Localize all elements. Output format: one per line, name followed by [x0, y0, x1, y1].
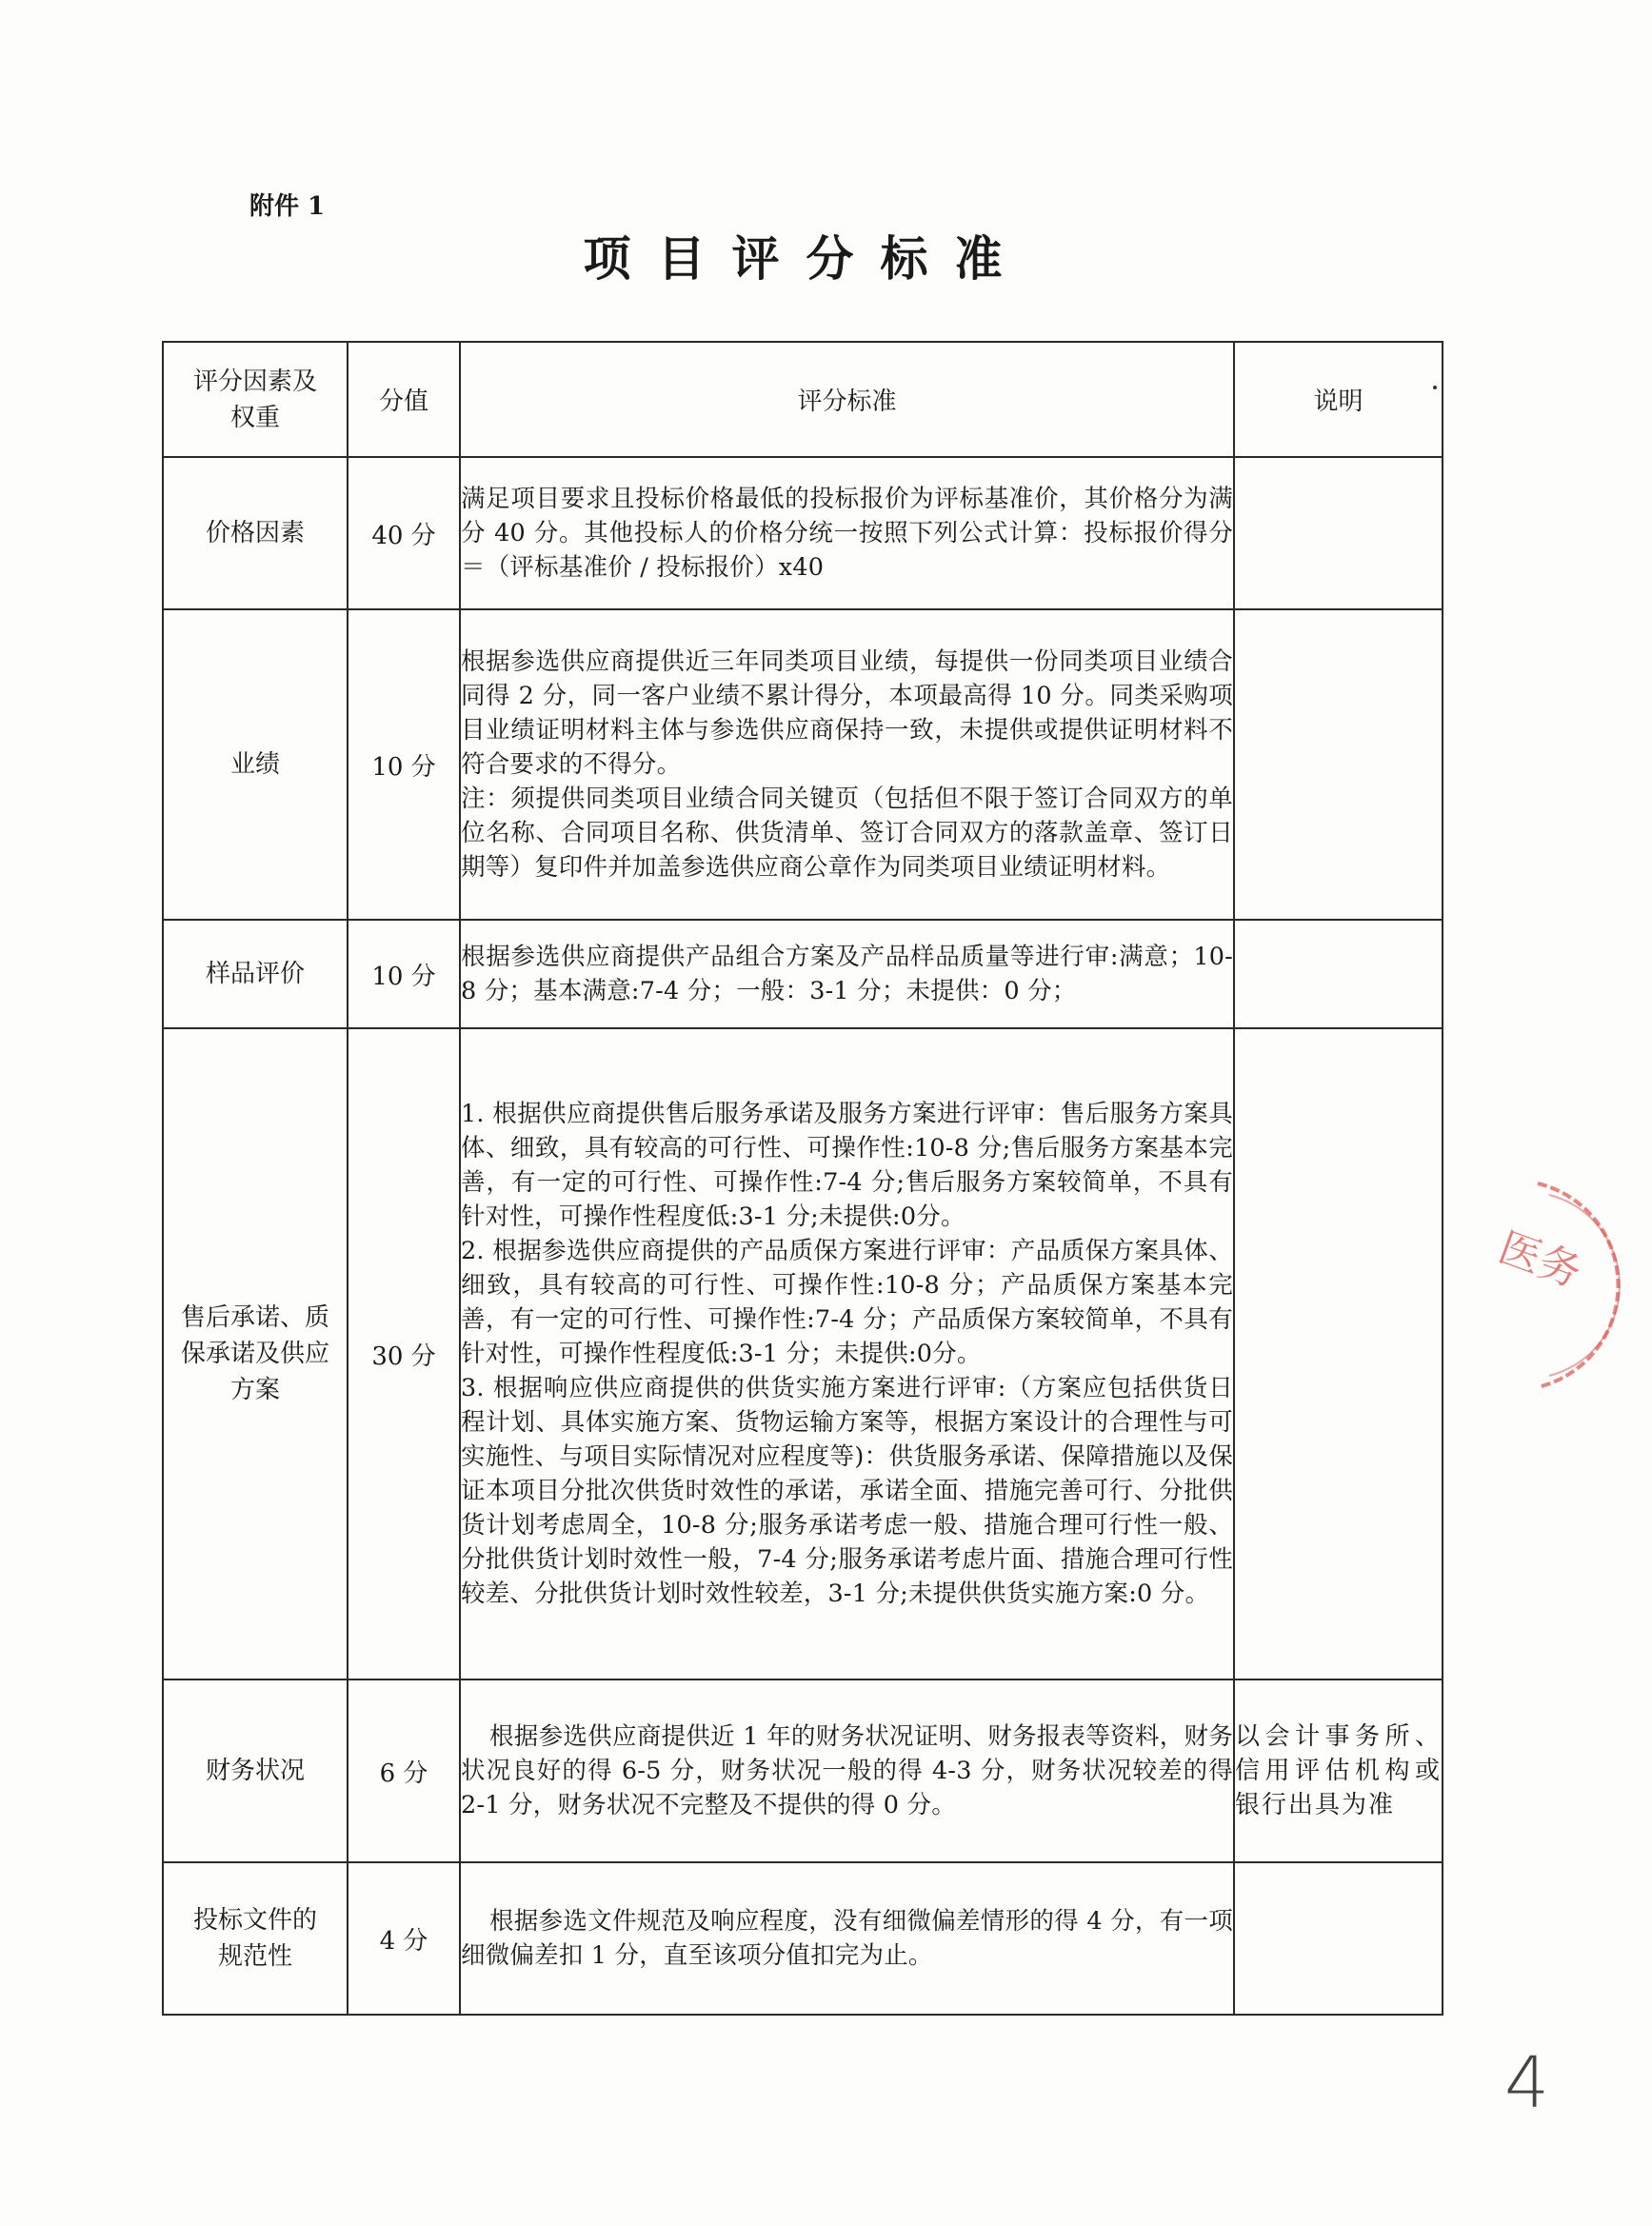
criteria-cell — [460, 1028, 1234, 1679]
handwritten-page-number: 4 — [1504, 2042, 1550, 2124]
criteria-paragraph: 根据参选供应商提供近 1 年的财务状况证明、财务报表等资料，财务状况良好的得 6-5 分，财务状况一般的得 4-3 分，财务状况较差的得 2-1 分，财务状况不完整及不提供的得 0 分。 — [461, 1722, 1233, 1819]
score-cell: 10 分 — [348, 920, 460, 1028]
red-seal-stamp — [1481, 1176, 1652, 1395]
factor-cell — [163, 457, 348, 609]
note-cell — [1234, 457, 1443, 609]
table-row — [163, 609, 1443, 920]
factor-line: 财务状况 — [205, 1757, 305, 1785]
factor-line: 业绩 — [229, 750, 280, 779]
criteria-cell — [460, 1862, 1234, 2015]
header-factor — [163, 342, 348, 457]
table-row — [163, 457, 1443, 609]
factor-line: 价格因素 — [205, 519, 305, 547]
note-cell — [1234, 1028, 1443, 1679]
factor-line: 保承诺及供应 — [180, 1340, 329, 1368]
criteria-cell — [460, 457, 1234, 609]
header-factor-line: 评分因素及 — [192, 367, 317, 396]
factor-cell — [163, 1862, 348, 2015]
page-title: 项目评分标准 — [583, 230, 1029, 287]
factor-line: 规范性 — [217, 1942, 292, 1971]
factor-cell — [163, 1028, 348, 1679]
factor-line: 投标文件的 — [192, 1906, 317, 1935]
factor-cell — [163, 1679, 348, 1862]
header-score: 分值 — [348, 342, 460, 457]
scoring-table — [162, 341, 1443, 2016]
factor-line: 售后承诺、质 — [180, 1303, 329, 1332]
criteria-cell — [460, 1679, 1234, 1862]
criteria-paragraph: 1. 根据供应商提供售后服务承诺及服务方案进行评审：售后服务方案具体、细致，具有较高的可行性、可操作性:10-8 分;售后服务方案基本完善，有一定的可行性、可操作性:7-4 分;售后服务方案较简单，不具有针对性，可操作性程度低:3-1 分;未提供:0分。 — [461, 1100, 1233, 1231]
table-header-row — [163, 342, 1443, 457]
score-cell: 4 分 — [348, 1862, 460, 2015]
table-row — [163, 920, 1443, 1028]
seal-char: 医务 — [1492, 1222, 1588, 1298]
criteria-cell — [460, 920, 1234, 1028]
criteria-paragraph: 注：须提供同类项目业绩合同关键页（包括但不限于签订合同双方的单位名称、合同项目名称、供货清单、签订合同双方的落款盖章、签订日期等）复印件并加盖参选供应商公章作为同类项目业绩证明材料。 — [461, 785, 1233, 882]
factor-line: 方案 — [229, 1376, 280, 1404]
table-row — [163, 1862, 1443, 2015]
factor-cell — [163, 920, 348, 1028]
criteria-paragraph: 根据参选供应商提供近三年同类项目业绩，每提供一份同类项目业绩合同得 2 分，同一客户业绩不累计得分，本项最高得 10 分。同类采购项目业绩证明材料主体与参选供应商保持一致，未提供或提供证明材料不符合要求的不得分。 — [461, 647, 1233, 779]
note-cell — [1234, 1862, 1443, 2015]
criteria-paragraph: 满足项目要求且投标价格最低的投标报价为评标基准价，其价格分为满分 40 分。其他投标人的价格分统一按照下列公式计算：投标报价得分＝（评标基准价 / 投标报价）x40 — [461, 485, 1233, 582]
attachment-label: 附件 1 — [249, 192, 326, 221]
note-cell — [1234, 920, 1443, 1028]
note-cell: 以会计事务所、信用评估机构或银行出具为准 — [1234, 1679, 1443, 1862]
criteria-paragraph: 根据参选文件规范及响应程度，没有细微偏差情形的得 4 分，有一项细微偏差扣 1 分，直至该项分值扣完为止。 — [461, 1907, 1233, 1970]
score-cell: 6 分 — [348, 1679, 460, 1862]
table-row — [163, 1028, 1443, 1679]
note-cell — [1234, 609, 1443, 920]
score-cell: 40 分 — [348, 457, 460, 609]
criteria-paragraph: 3. 根据响应供应商提供的供货实施方案进行评审:（方案应包括供货日程计划、具体实施方案、货物运输方案等，根据方案设计的合理性与可实施性、与项目实际情况对应程度等)：供货服务承诺、保障措施以及保证本项目分批次供货时效性的承诺，承诺全面、措施完善可行、分批供货计划考虑周全，10-8 分;服务承诺考虑一般、措施合理可行性一般、分批供货计划时效性一般，7-4 分;服务承诺考虑片面、措施合理可行性较差、分批供货计划时效性较差，3-1 分;未提供供货实施方案:0 分。 — [461, 1374, 1233, 1608]
header-criteria: 评分标准 — [460, 342, 1234, 457]
header-factor-line: 权重 — [229, 403, 280, 432]
criteria-paragraph: 2. 根据参选供应商提供的产品质保方案进行评审：产品质保方案具体、细致，具有较高的可行性、可操作性:10-8 分；产品质保方案基本完善，有一定的可行性、可操作性:7-4 分；产品质保方案较简单，不具有针对性，可操作性程度低:3-1 分；未提供:0分。 — [461, 1237, 1233, 1368]
header-note: 说明 — [1234, 342, 1443, 457]
factor-line: 样品评价 — [205, 960, 305, 988]
score-cell: 30 分 — [348, 1028, 460, 1679]
factor-cell — [163, 609, 348, 920]
table-row — [163, 1679, 1443, 1862]
criteria-paragraph: 根据参选供应商提供产品组合方案及产品样品质量等进行审:满意；10-8 分；基本满意:7-4 分；一般：3-1 分；未提供：0 分； — [461, 943, 1233, 1005]
criteria-cell — [460, 609, 1234, 920]
score-cell: 10 分 — [348, 609, 460, 920]
